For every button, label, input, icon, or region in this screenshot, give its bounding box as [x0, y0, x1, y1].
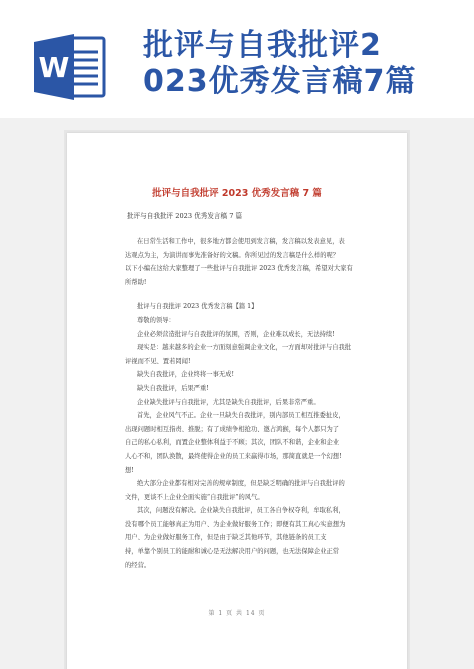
- title-line-1: 批评与自我批评2: [143, 28, 382, 63]
- paragraph-line: 以下小编在这给大家整理了一些批评与自我批评 2023 优秀发言稿，希望对大家有: [125, 265, 353, 273]
- paragraph-line: 文件，更谈不上企业全面实施“自我批评”的风气。: [125, 493, 264, 501]
- paragraph-line: 想!: [125, 466, 134, 474]
- document-title: 批评与自我批评 2023 优秀发言稿 7 篇: [152, 188, 322, 199]
- paragraph-line: 人心不和，团队涣散，最终使得企业的员工来赢得市场，那简直就是一个幻想!: [125, 452, 342, 460]
- paragraph-line: 其次，问题没有解决。企业缺失自我批评，员工各自争权夺利，牟取私利，: [137, 507, 345, 515]
- paragraph-line: 自己的私心私利，而置企业整体利益于不顾；其次，团队不和谐，企业和企业: [125, 439, 340, 447]
- paragraph-line: 现实是：越来越多的企业一方面刻意强调企业文化，一方面却对批评与自我批: [137, 344, 352, 352]
- paragraph-line: 没有哪个员工能够真正为用户、为企业做好服务工作；即便有其工真心实意想为: [125, 520, 346, 528]
- document-preview: [0, 118, 474, 669]
- title-line-2: 023优秀发言稿7篇: [143, 64, 417, 99]
- document-body: [125, 235, 385, 572]
- paragraph-line: 用户、为企业做好服务工作，但是由于缺乏其他环节，其他链条的员工支: [125, 534, 327, 542]
- paragraph-line: 在日常生活和工作中，很多地方都会使用到发言稿，发言稿以发表意见，表: [137, 238, 345, 245]
- page-number: 第 1 页 共 14 页: [208, 610, 266, 617]
- paragraph-line: 的经营。: [125, 561, 151, 569]
- paragraph-line: 出现问题时相互指责、推脱；有了成绩争相抢功、邀占鸿猴，每个人都只为了: [125, 425, 340, 433]
- paragraph-line: 持，单靠个别员工的能耐和诚心是无法解决用户的问题，也无法保障企业正常: [125, 548, 340, 556]
- paragraph-line: 首先，企业风气不正。企业一旦缺失自我批评，别内部员工相互推委扯皮，: [137, 412, 345, 420]
- paragraph-line: 达观点为主，为演讲而事先准备好的文稿。你所见过的发言稿是什么样的呢？: [125, 251, 340, 259]
- paragraph-line: 企业必须营造批评与自我批评的氛围，否则，企业难以成长，无法持续!: [137, 330, 335, 338]
- paragraph-line: 缺失自我批评，后果严重!: [137, 384, 209, 392]
- document-subtitle: 批评与自我批评 2023 优秀发言稿 7 篇: [127, 212, 243, 220]
- paragraph-line: 评视而不见、置若罔闻!: [125, 357, 191, 365]
- paragraph-line: 缺失自我批评，企业终将一事无成!: [137, 371, 234, 379]
- paragraph-line: 所帮助!: [125, 278, 147, 286]
- svg-text:W: W: [38, 51, 70, 84]
- header: [0, 0, 474, 118]
- document-page: [67, 133, 407, 669]
- page-title: [143, 28, 463, 100]
- word-document-icon: [34, 34, 106, 100]
- paragraph-line: 企业缺失批评与自我批评，尤其是缺失自我批评，后果非常严重。: [137, 398, 320, 406]
- paragraph-line: 绝大部分企业都有相对完善的规章制度，但是缺乏明确的批评与自我批评的: [137, 480, 345, 488]
- paragraph-line: 尊敬的领导：: [137, 316, 175, 324]
- section-heading: 批评与自我批评 2023 优秀发言稿【篇 1】: [137, 303, 258, 311]
